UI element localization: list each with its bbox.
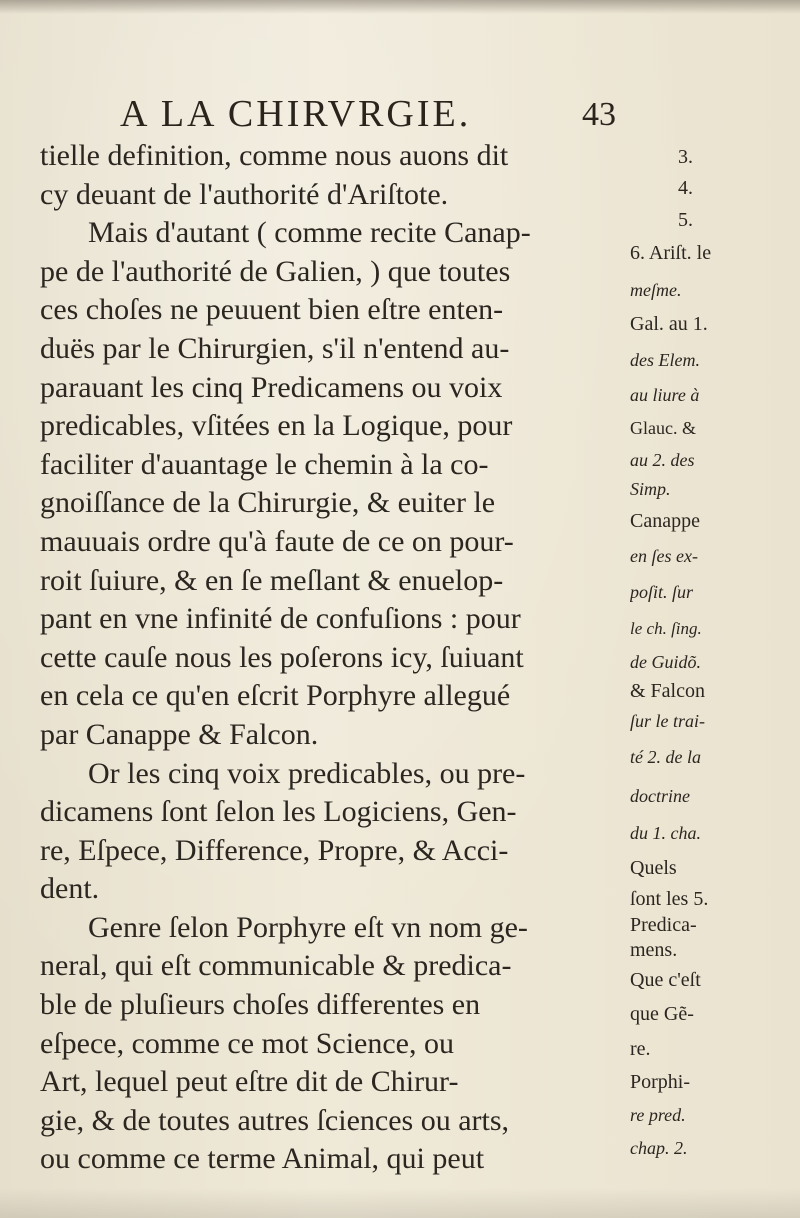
running-head-title: A LA CHIRVRGIE. bbox=[120, 93, 472, 135]
margin-note-line: du 1. cha. bbox=[630, 823, 701, 843]
margin-note-line: Simp. bbox=[630, 479, 671, 499]
text-line: pe de l'authorité de Galien, ) que toutes bbox=[40, 254, 511, 288]
margin-note-line: Glauc. & bbox=[630, 418, 696, 438]
margin-note-line: des Elem. bbox=[630, 350, 700, 370]
margin-note-line: & Falcon bbox=[630, 680, 705, 702]
margin-note-line: le ch. ſing. bbox=[630, 619, 702, 638]
margin-note-line: Porphi- bbox=[630, 1071, 690, 1093]
margin-note-line: 3. bbox=[678, 146, 693, 168]
margin-note-line: re. bbox=[630, 1038, 651, 1060]
margin-note-line: Canappe bbox=[630, 510, 700, 532]
text-line: neral, qui eſt communicable & predica- bbox=[40, 949, 512, 983]
margin-note-line: re pred. bbox=[630, 1105, 686, 1125]
text-line: gie, & de toutes autres ſciences ou arts, bbox=[40, 1103, 510, 1137]
page-edge-shadow bbox=[0, 0, 800, 14]
text-line: gnoiſſance de la Chirurgie, & euiter le bbox=[40, 486, 496, 520]
text-line: pant en vne infinité de confuſions : pour bbox=[40, 602, 521, 636]
margin-note-line: au liure à bbox=[630, 385, 700, 405]
text-line: Art, lequel peut eſtre dit de Chirur- bbox=[40, 1065, 459, 1099]
margin-note-line: ſur le trai- bbox=[630, 711, 705, 731]
margin-note-line: 5. bbox=[678, 209, 693, 231]
text-line: Or les cinq voix predicables, ou pre- bbox=[88, 756, 526, 790]
text-line: parauant les cinq Predicamens ou voix bbox=[40, 370, 503, 404]
text-line: eſpece, comme ce mot Science, ou bbox=[40, 1026, 454, 1060]
text-line: predicables, vſitées en la Logique, pour bbox=[40, 409, 513, 443]
margin-note-line: chap. 2. bbox=[630, 1138, 688, 1158]
margin-note-line: de Guidõ. bbox=[630, 652, 701, 672]
margin-note-line: Que c'eſt bbox=[630, 969, 701, 991]
main-text-block bbox=[40, 137, 625, 1179]
text-line: duës par le Chirurgien, s'il n'entend au- bbox=[40, 331, 510, 365]
page-number: 43 bbox=[582, 96, 616, 133]
margin-note-line: au 2. des bbox=[630, 450, 695, 470]
text-line: par Canappe & Falcon. bbox=[40, 717, 319, 751]
margin-note-line: poſit. ſur bbox=[630, 582, 694, 602]
text-line: ou comme ce terme Animal, qui peut bbox=[40, 1142, 485, 1176]
margin-note-line: mens. bbox=[630, 939, 678, 961]
text-line: re, Eſpece, Difference, Propre, & Acci- bbox=[40, 833, 509, 867]
text-line: faciliter d'auantage le chemin à la co- bbox=[40, 447, 489, 481]
margin-note-line: doctrine bbox=[630, 786, 690, 806]
text-line: roit ſuiure, & en ſe meſlant & enuelop- bbox=[40, 563, 504, 597]
text-line: dicamens ſont ſelon les Logiciens, Gen- bbox=[40, 795, 517, 829]
running-head bbox=[120, 92, 640, 138]
margin-note-line: Predica- bbox=[630, 914, 697, 936]
text-line: Genre ſelon Porphyre eſt vn nom ge- bbox=[88, 910, 528, 944]
margin-note-line: 4. bbox=[678, 177, 693, 199]
text-line: dent. bbox=[40, 872, 100, 906]
text-line: cy deuant de l'authorité d'Ariſtote. bbox=[40, 177, 449, 211]
margin-note-line: que Gẽ- bbox=[630, 1003, 694, 1025]
margin-note-line: 6. Ariſt. le bbox=[630, 242, 712, 264]
text-line: ble de pluſieurs choſes differentes en bbox=[40, 988, 481, 1022]
margin-note-line: Quels bbox=[630, 857, 677, 879]
margin-note-line: ſont les 5. bbox=[630, 888, 709, 910]
text-line: en cela ce qu'en eſcrit Porphyre allegué bbox=[40, 679, 511, 713]
margin-note-line: meſme. bbox=[630, 280, 682, 300]
text-line: cette cauſe nous les poſerons icy, ſuiuant bbox=[40, 640, 524, 674]
text-line: mauuais ordre qu'à faute de ce on pour- bbox=[40, 524, 514, 558]
text-line: tielle definition, comme nous auons dit bbox=[40, 139, 509, 172]
text-line: Mais d'autant ( comme recite Canap- bbox=[88, 216, 531, 250]
margin-note-line: en ſes ex- bbox=[630, 546, 698, 566]
text-line: ces choſes ne peuuent bien eſtre enten- bbox=[40, 293, 504, 327]
page-bottom-shade bbox=[0, 1188, 800, 1218]
margin-note-line: té 2. de la bbox=[630, 747, 701, 767]
margin-notes bbox=[630, 137, 795, 1163]
margin-note-line: Gal. au 1. bbox=[630, 313, 708, 335]
